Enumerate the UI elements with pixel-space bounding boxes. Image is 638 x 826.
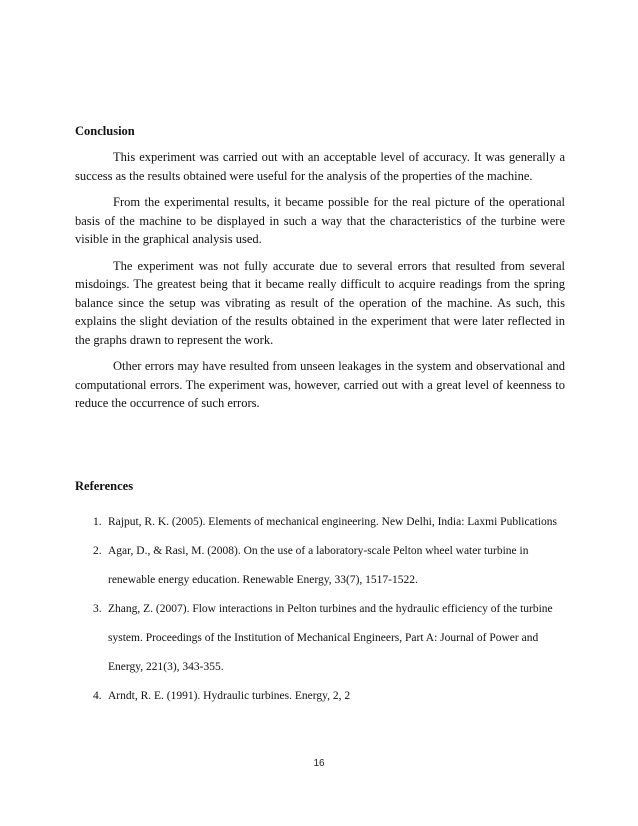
references-list — [75, 508, 565, 711]
conclusion-heading: Conclusion — [75, 124, 135, 138]
reference-text: Arndt, R. E. (1991). Hydraulic turbines. Energy, 2, 2 — [108, 689, 351, 702]
conclusion-paragraph-4: Other errors may have resulted from unseen leakages in the system and observational and computational errors. The experiment was, however, carried out with a great level of keenness to reduce the occurrence of such errors. — [75, 359, 565, 410]
conclusion-paragraph-2: From the experimental results, it became possible for the real picture of the operational basis of the machine to be displayed in such a way that the characteristics of the turbine were visible in the graphical analysis used. — [75, 195, 565, 246]
reference-text: Agar, D., & Rasi, M. (2008). On the use of a laboratory-scale Pelton wheel water turbine in renewable energy education. Renewable Energy, 33(7), 1517-1522. — [108, 544, 529, 586]
reference-item-2 — [75, 537, 565, 595]
conclusion-paragraph-3: The experiment was not fully accurate due to several errors that resulted from several misdoings. The greatest being that it became really difficult to acquire readings from the spring balance since the setup was vibrating as result of the operation of the machine. As such, this explains the slight deviation of the results obtained in the experiment that were later reflected in the graphs drawn to represent the work. — [75, 258, 565, 347]
reference-number: 3. — [93, 602, 102, 615]
page-number: 16 — [313, 758, 325, 769]
reference-item-3 — [75, 595, 565, 682]
reference-text: Zhang, Z. (2007). Flow interactions in Pelton turbines and the hydraulic efficiency of the turbine system. Proceedings of the Institution of Mechanical Engineers, Part A: Journal of Power and Energy, 221(3), 343-355. — [108, 602, 553, 673]
references-heading: References — [75, 478, 134, 493]
conclusion-paragraph-1: This experiment was carried out with an acceptable level of accuracy. It was generally a success as the results obtained were useful for the analysis of the properties of the machine. — [75, 150, 565, 183]
reference-number: 4. — [93, 689, 102, 702]
reference-number: 1. — [93, 515, 102, 528]
reference-text: Rajput, R. K. (2005). Elements of mechanical engineering. New Delhi, India: Laxmi Publications — [108, 515, 558, 528]
reference-number: 2. — [93, 544, 102, 557]
page-content — [75, 124, 565, 711]
reference-item-1 — [75, 508, 565, 537]
reference-item-4 — [75, 682, 565, 711]
